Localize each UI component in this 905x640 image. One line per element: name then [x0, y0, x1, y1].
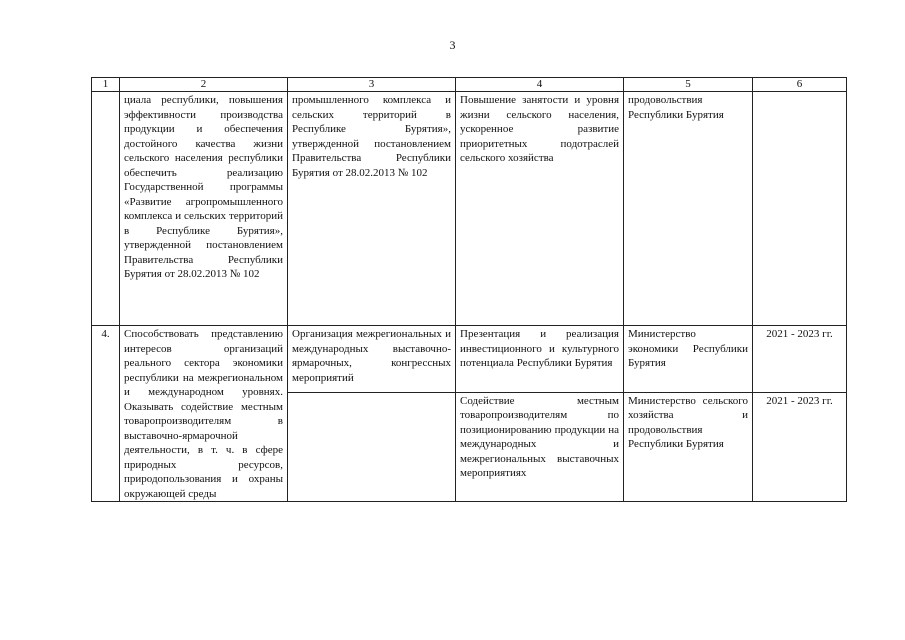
header-cell: 5 [624, 78, 753, 92]
measure-cell [288, 392, 456, 501]
task-cell: циала республики, повышения эффективности производства продукции и обеспечения достойного качества жизни сельского населения республики обеспечить реализацию Государственной программы «Развитие агропромышленного комплекса и сельских территорий в Республике Бурятия», утвержденной постановлением Правительства Республики Бурятия от 28.02.2013 № 102 [120, 92, 288, 326]
period-cell [753, 92, 847, 326]
responsible-cell: продовольствия Республики Бурятия [624, 92, 753, 326]
header-cell: 4 [456, 78, 624, 92]
header-cell: 2 [120, 78, 288, 92]
page-number: 3 [449, 38, 456, 52]
table-header-row [92, 78, 847, 92]
period-cell: 2021 - 2023 гг. [753, 392, 847, 501]
task-cell: Способствовать представлению интересов организаций реального сектора экономики республики на межрегиональном и международном уровнях. Оказывать содействие местным товаропроизводителям в выставочно-ярмарочной деятельности, в т. ч. в сфере природных ресурсов, природопользования и охраны окружающей среды [120, 326, 288, 502]
row-number-cell [92, 92, 120, 326]
measure-cell: промышленного комплекса и сельских территорий в Республике Бурятия», утвержденной постановлением Правительства Республики Бурятия от 28.02.2013 № 102 [288, 92, 456, 326]
header-cell: 1 [92, 78, 120, 92]
plan-table [91, 77, 847, 502]
row-number-cell: 4. [92, 326, 120, 502]
period-cell: 2021 - 2023 гг. [753, 326, 847, 393]
responsible-cell: Министерство сельского хозяйства и продовольствия Республики Бурятия [624, 392, 753, 501]
result-cell: Содействие местным товаропроизводителям по позиционированию продукции на международных и межрегиональных выставочных мероприятиях [456, 392, 624, 501]
header-cell: 6 [753, 78, 847, 92]
responsible-cell: Министерство экономики Республики Бурятия [624, 326, 753, 393]
result-cell: Презентация и реализация инвестиционного и культурного потенциала Республики Бурятия [456, 326, 624, 393]
measure-cell: Организация межрегиональных и международных выставочно-ярмарочных, конгрессных мероприятий [288, 326, 456, 393]
table-row [92, 92, 847, 326]
header-cell: 3 [288, 78, 456, 92]
result-cell: Повышение занятости и уровня жизни сельского населения, ускоренное развитие приоритетных подотраслей сельского хозяйства [456, 92, 624, 326]
table-row [92, 326, 847, 393]
